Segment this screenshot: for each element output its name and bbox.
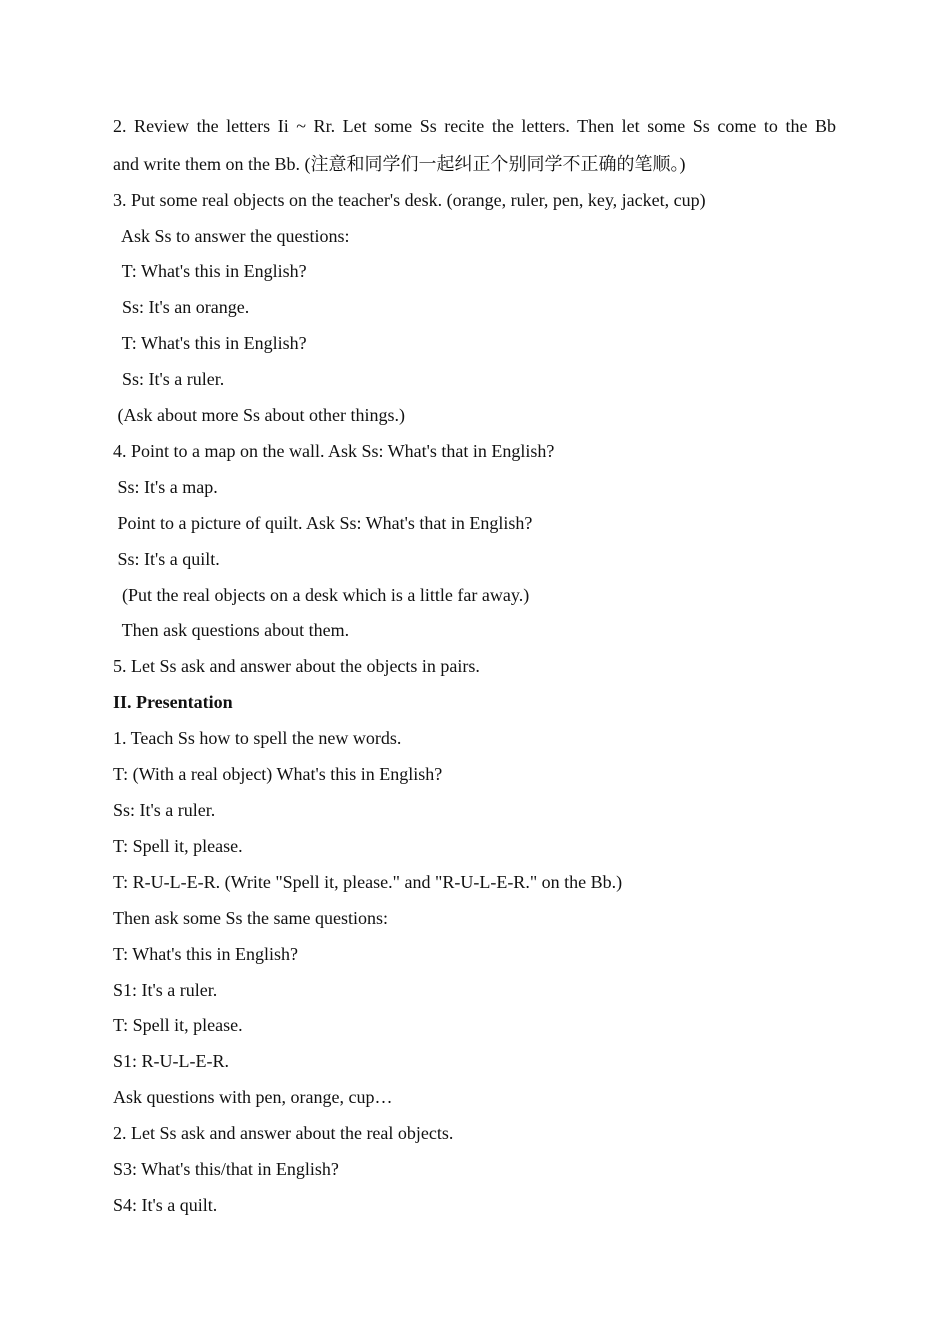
quilt-activity-line: Point to a picture of quilt. Ask Ss: What's that in English? bbox=[113, 513, 533, 533]
map-activity-line: 4. Point to a map on the wall. Ask Ss: What's that in English? bbox=[113, 441, 555, 461]
student-answer-line: Ss: It's a ruler. bbox=[113, 369, 225, 389]
note-line: (Ask about more Ss about other things.) bbox=[113, 405, 405, 425]
student-spelling-line: S1: R-U-L-E-R. bbox=[113, 1051, 229, 1071]
student-answer-line: S4: It's a quilt. bbox=[113, 1195, 218, 1215]
teacher-question-line: T: What's this in English? bbox=[113, 944, 299, 964]
student-answer-line: Ss: It's a map. bbox=[113, 477, 218, 497]
student-answer-line: Ss: It's a quilt. bbox=[113, 549, 220, 569]
follow-up-line: Then ask some Ss the same questions: bbox=[113, 908, 388, 928]
teacher-question-line: T: (With a real object) What's this in English? bbox=[113, 764, 443, 784]
student-answer-line: Ss: It's a ruler. bbox=[113, 800, 216, 820]
ask-questions-line: Ask Ss to answer the questions: bbox=[113, 226, 350, 246]
student-answer-line: S1: It's a ruler. bbox=[113, 980, 218, 1000]
more-questions-line: Ask questions with pen, orange, cup… bbox=[113, 1087, 393, 1107]
follow-up-line: Then ask questions about them. bbox=[113, 620, 350, 640]
spelling-demo-line: T: R-U-L-E-R. (Write "Spell it, please." and "R-U-L-E-R." on the Bb.) bbox=[113, 872, 623, 892]
pair-work-line: 5. Let Ss ask and answer about the objects in pairs. bbox=[113, 656, 480, 676]
note-line: (Put the real objects on a desk which is a little far away.) bbox=[113, 585, 530, 605]
teacher-request-line: T: Spell it, please. bbox=[113, 1015, 243, 1035]
teach-spelling-line: 1. Teach Ss how to spell the new words. bbox=[113, 728, 402, 748]
real-objects-practice-line: 2. Let Ss ask and answer about the real objects. bbox=[113, 1123, 454, 1143]
teacher-request-line: T: Spell it, please. bbox=[113, 836, 243, 856]
teacher-question-line: T: What's this in English? bbox=[113, 261, 307, 281]
review-letters-line: 2. Review the letters Ii ~ Rr. Let some Ss recite the letters. Then let some Ss come to the Bb bbox=[113, 116, 836, 136]
presentation-heading: II. Presentation bbox=[113, 692, 233, 712]
real-objects-line: 3. Put some real objects on the teacher's desk. (orange, ruler, pen, key, jacket, cup) bbox=[113, 190, 706, 210]
write-on-board-line: and write them on the Bb. (注意和同学们一起纠正个别同学不正确的笔顺。) bbox=[113, 154, 686, 174]
student-answer-line: Ss: It's an orange. bbox=[113, 297, 250, 317]
student-question-line: S3: What's this/that in English? bbox=[113, 1159, 339, 1179]
teacher-question-line: T: What's this in English? bbox=[113, 333, 307, 353]
